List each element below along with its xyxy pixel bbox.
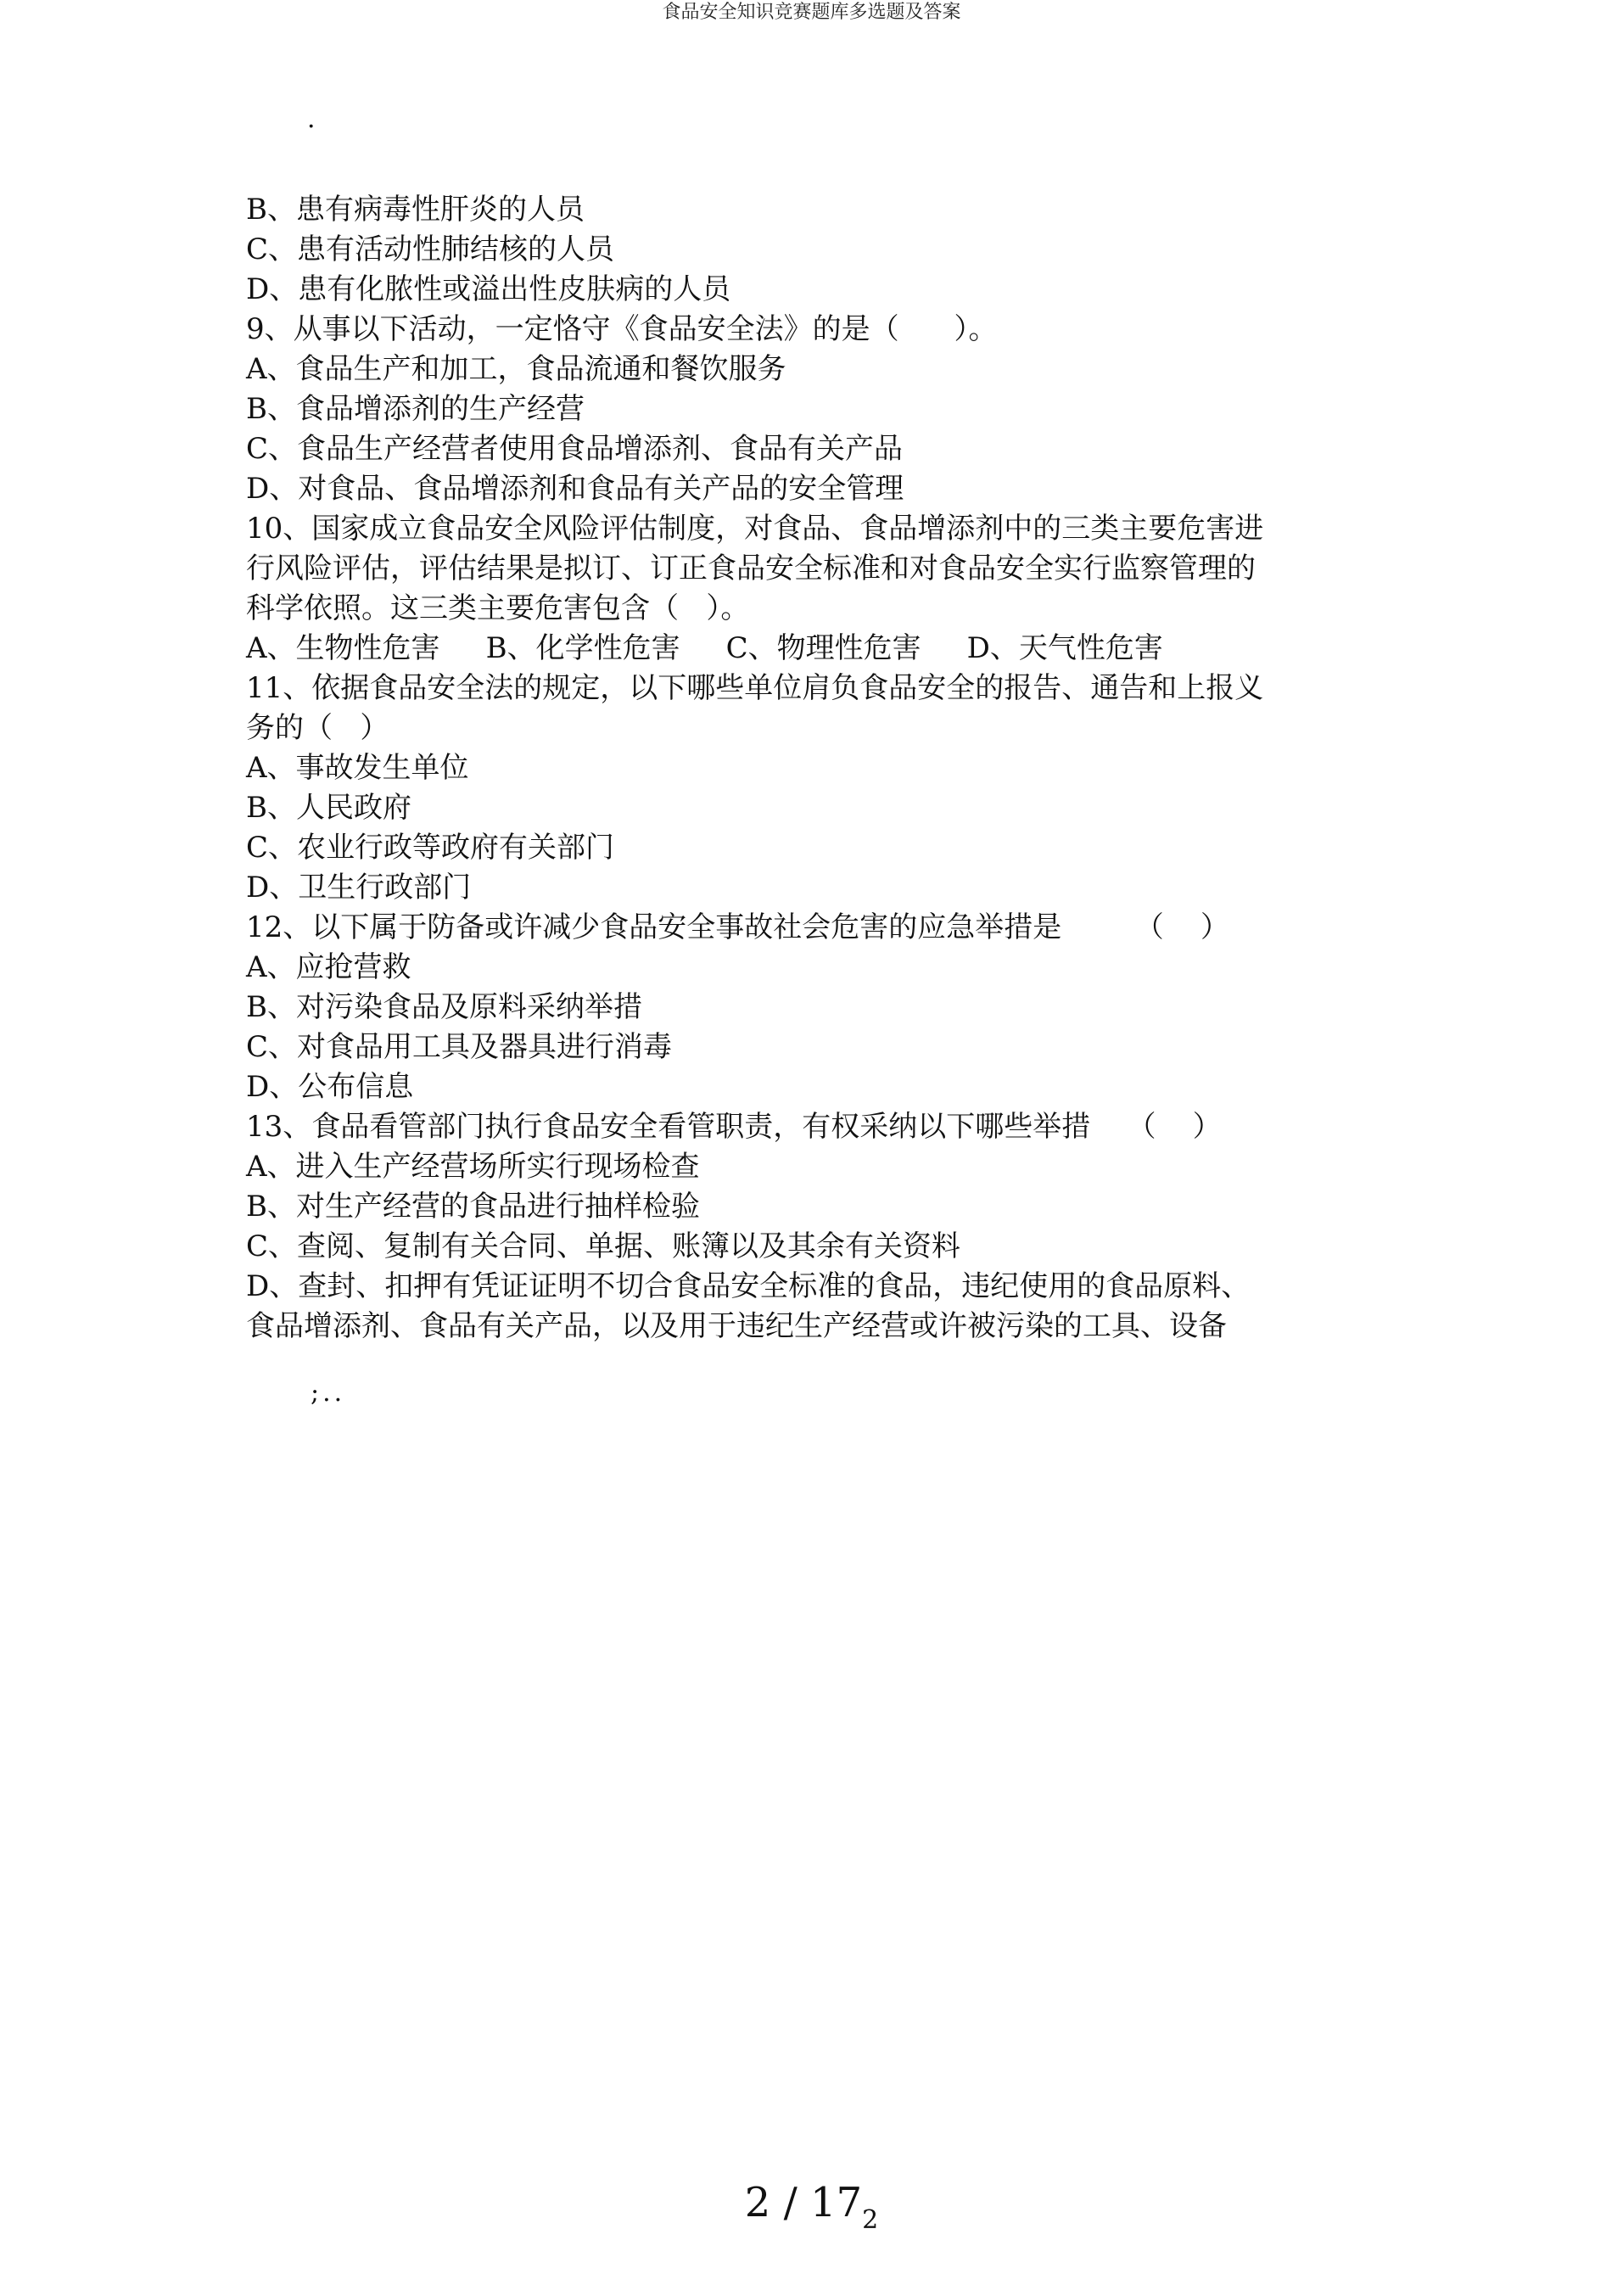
question-11: 11、依据食品安全法的规定，以下哪些单位肩负食品安全的报告、通告和上报义 <box>246 671 1264 705</box>
text-line: 科学依照。这三类主要危害包含（ ）。 <box>246 591 750 625</box>
question-10: 10、国家成立食品安全风险评估制度，对食品、食品增添剂中的三类主要危害进 <box>246 512 1264 546</box>
question-12: 12、以下属于防备或许减少食品安全事故社会危害的应急举措是 （ ） <box>246 910 1229 944</box>
text-line: 务的（ ） <box>246 711 389 745</box>
question-13: 13、食品看管部门执行食品安全看管职责，有权采纳以下哪些举措 （ ） <box>246 1110 1222 1144</box>
text-line: B、人民政府 <box>246 791 411 825</box>
page-number <box>0 2177 1623 2246</box>
text-line: B、对污染食品及原料采纳举措 <box>246 990 642 1024</box>
text-line: A、进入生产经营场所实行现场检查 <box>246 1150 700 1184</box>
text-line: C、查阅、复制有关合同、单据、账簿以及其余有关资料 <box>246 1229 961 1263</box>
page-mark-bottom: ;.. <box>311 1378 346 1408</box>
page-number-text: 2 / 17 <box>744 2179 863 2226</box>
text-line: A、应抢营救 <box>246 950 411 984</box>
page-number-subscript: 2 <box>862 2205 879 2235</box>
page-mark-top: · <box>307 112 316 142</box>
question-9: 9、从事以下活动，一定恪守《食品安全法》的是（ ）。 <box>246 312 998 346</box>
text-line: D、卫生行政部门 <box>246 871 472 904</box>
text-line: D、患有化脓性或溢出性皮肤病的人员 <box>246 272 731 306</box>
text-line: D、查封、扣押有凭证证明不切合食品安全标准的食品，违纪使用的食品原料、 <box>246 1269 1251 1303</box>
text-line: B、对生产经营的食品进行抽样检验 <box>246 1190 700 1224</box>
text-line: B、食品增添剂的生产经营 <box>246 392 585 426</box>
text-line: D、公布信息 <box>246 1070 414 1104</box>
text-line: 行风险评估，评估结果是拟订、订正食品安全标准和对食品安全实行监察管理的 <box>246 552 1256 585</box>
text-line: D、对食品、食品增添剂和食品有关产品的安全管理 <box>246 472 904 506</box>
text-line: A、食品生产和加工，食品流通和餐饮服务 <box>246 352 786 386</box>
text-line: C、患有活动性肺结核的人员 <box>246 232 615 266</box>
page-header: 食品安全知识竞赛题库多选题及答案 <box>662 2 961 23</box>
document-body <box>246 190 1383 1347</box>
text-line: C、食品生产经营者使用食品增添剂、食品有关产品 <box>246 432 904 466</box>
text-line: C、对食品用工具及器具进行消毒 <box>246 1030 673 1064</box>
text-line: B、患有病毒性肝炎的人员 <box>246 193 585 227</box>
text-line: A、生物性危害 B、化学性危害 C、物理性危害 D、天气性危害 <box>246 631 1163 665</box>
text-line: A、事故发生单位 <box>246 751 469 785</box>
text-line: C、农业行政等政府有关部门 <box>246 831 615 865</box>
text-line: 食品增添剂、食品有关产品，以及用于违纪生产经营或许被污染的工具、设备 <box>246 1309 1227 1343</box>
